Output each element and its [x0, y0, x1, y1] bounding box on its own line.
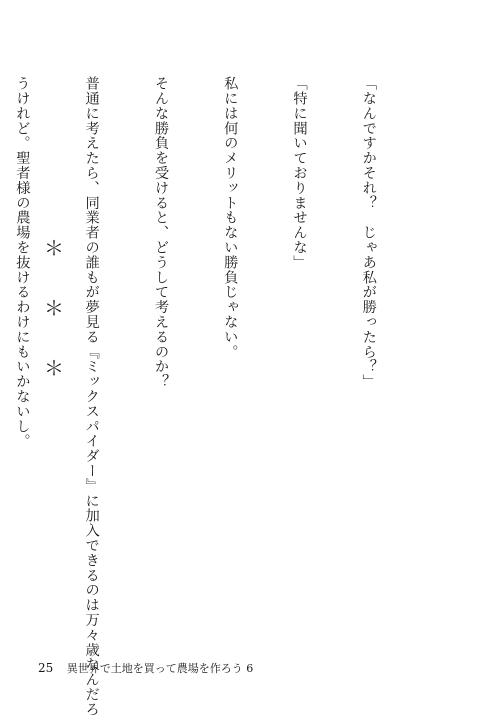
text-line: 普通に考えたら、同業者の誰もが夢見る『ミックスパイダー』に加入できるのは万々歳なんだろ: [83, 76, 100, 717]
text-line: 「特に聞いておりませんな」: [291, 76, 308, 270]
scene-break-star: ＊: [44, 356, 64, 380]
scene-break-star: ＊: [44, 236, 64, 260]
scene-break-star: ＊: [44, 296, 64, 320]
page-footer: [38, 660, 253, 676]
text-line: 「なんですかそれ？ じゃあ私が勝ったら？」: [360, 76, 377, 389]
text-line: うけれど。聖者様の農場を抜けるわけにもいかないし。: [14, 76, 31, 449]
book-title: 異世界で土地を買って農場を作ろう 6: [66, 662, 254, 675]
page-number: 25: [38, 661, 54, 675]
text-line: そんな勝負を受けると、どうして考えるのか？: [152, 76, 169, 389]
scene-break-separator: [40, 238, 68, 388]
text-line: 私には何のメリットもない勝負じゃない。: [222, 76, 239, 360]
